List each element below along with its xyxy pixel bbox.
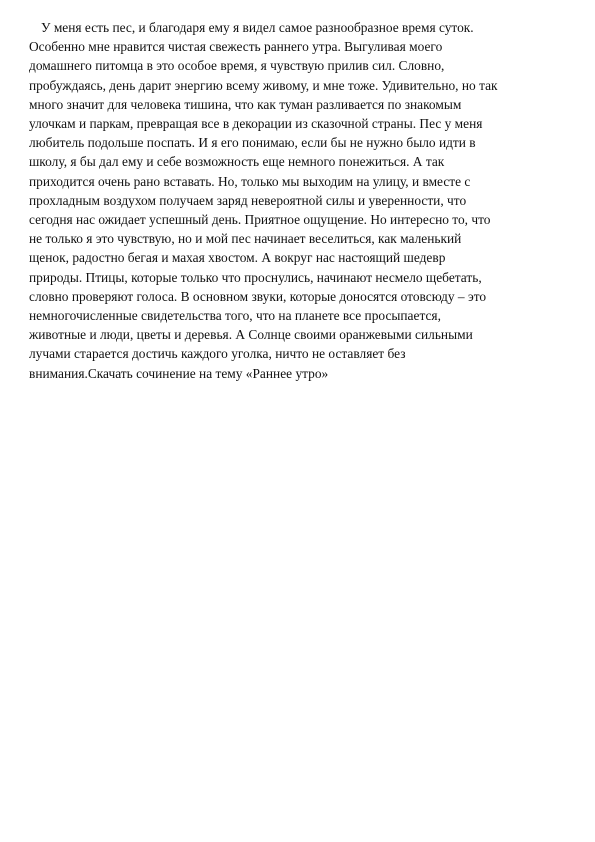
essay-text xyxy=(29,18,572,383)
text-line: домашнего питомца в это особое время, я чувствую прилив сил. Словно, xyxy=(29,58,445,74)
text-line: животные и люди, цветы и деревья. А Солнце своими оранжевыми сильными xyxy=(29,327,473,343)
text-line: прохладным воздухом получаем заряд невероятной силы и уверенности, что xyxy=(29,192,467,208)
text-line: немногочисленные свидетельства того, что на планете все просыпается, xyxy=(29,308,441,324)
text-line: Особенно мне нравится чистая свежесть раннего утра. Выгуливая моего xyxy=(29,39,443,55)
text-line: не только я это чувствую, но и мой пес начинает веселиться, как маленький xyxy=(29,231,462,247)
text-line: много значит для человека тишина, что как туман разливается по знакомым xyxy=(29,96,462,112)
text-line: щенок, радостно бегая и махая хвостом. А вокруг нас настоящий шедевр xyxy=(29,250,446,266)
text-line: пробуждаясь, день дарит энергию всему живому, и мне тоже. Удивительно, но так xyxy=(29,77,498,93)
text-line: любитель подольше поспать. И я его понимаю, если бы не нужно было идти в xyxy=(29,135,476,151)
text-line: внимания.Скачать сочинение на тему «Раннее утро» xyxy=(29,365,329,381)
text-line: сегодня нас ожидает успешный день. Приятное ощущение. Но интересно то, что xyxy=(29,212,491,228)
text-line: улочкам и паркам, превращая все в декорации из сказочной страны. Пес у меня xyxy=(29,116,483,132)
text-line: приходится очень рано вставать. Но, только мы выходим на улицу, и вместе с xyxy=(29,173,471,189)
text-line: школу, я бы дал ему и себе возможность еще немного понежиться. А так xyxy=(29,154,445,170)
text-line: У меня есть пес, и благодаря ему я видел самое разнообразное время суток. xyxy=(41,20,474,35)
text-line: лучами старается достичь каждого уголка, ничто не оставляет без xyxy=(29,346,406,362)
text-line: природы. Птицы, которые только что проснулись, начинают несмело щебетать, xyxy=(29,269,482,285)
text-line: словно проверяют голоса. В основном звуки, которые доносятся отовсюду – это xyxy=(29,288,487,304)
